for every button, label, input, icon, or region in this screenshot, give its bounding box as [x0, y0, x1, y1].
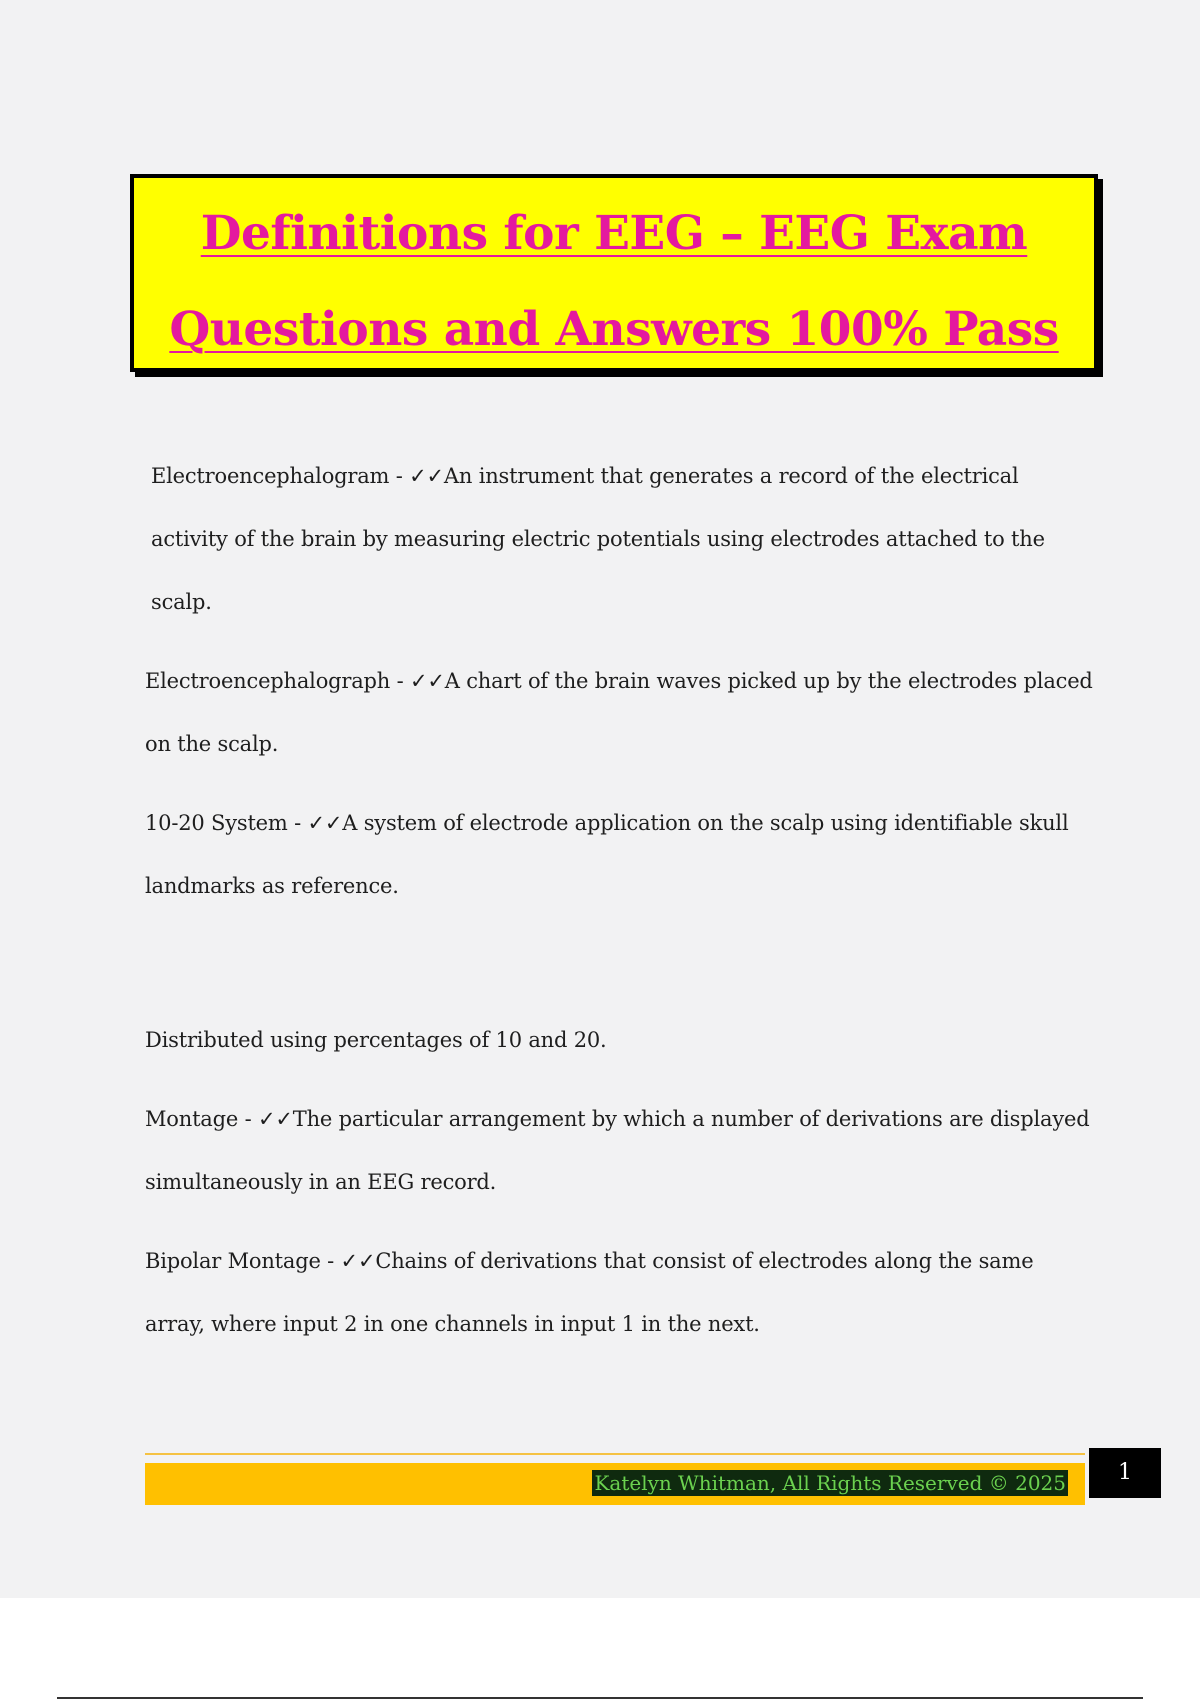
check-icon: ✓✓: [340, 1249, 376, 1273]
definitions-list: [145, 445, 1095, 1372]
note-paragraph: Distributed using percentages of 10 and 20.: [145, 1028, 607, 1052]
definition-entry: [145, 1230, 1095, 1356]
check-icon: ✓✓: [409, 669, 445, 693]
title-line-2: Questions and Answers 100% Pass: [169, 302, 1059, 357]
check-icon: ✓✓: [409, 464, 444, 488]
definition-entry: [145, 445, 1095, 634]
definition-text: A chart of the brain waves picked up by the electrodes placed on the scalp.: [145, 669, 1093, 756]
definition-entry: [145, 792, 1095, 918]
title-box: [130, 174, 1098, 372]
check-icon: ✓✓: [257, 1107, 293, 1131]
definition-term: Bipolar Montage -: [145, 1249, 341, 1273]
definition-text: An instrument that generates a record of the electrical activity of the brain by measuring electric potentials using electrodes attached to the scalp.: [151, 464, 1045, 614]
definition-text: Chains of derivations that consist of electrodes along the same array, where input 2 in one channels in input 1 in the next.: [145, 1249, 1034, 1336]
definition-text: The particular arrangement by which a number of derivations are displayed simultaneously in an EEG record.: [145, 1107, 1090, 1194]
definition-entry: [145, 650, 1095, 776]
definition-entry: [145, 1088, 1095, 1214]
definition-text: A system of electrode application on the scalp using identifiable skull landmarks as reference.: [145, 811, 1069, 898]
spacer: [145, 934, 1095, 1009]
bottom-divider: [57, 1697, 1143, 1699]
check-icon: ✓✓: [307, 811, 343, 835]
definition-term: Montage -: [145, 1107, 258, 1131]
page-number: 1: [1089, 1448, 1161, 1498]
definition-term: Electroencephalograph -: [145, 669, 410, 693]
definition-term: Electroencephalogram -: [151, 464, 409, 488]
footer-rule: [145, 1453, 1085, 1455]
footer-copyright: Katelyn Whitman, All Rights Reserved © 2025: [594, 1471, 1066, 1495]
title-line-1: Definitions for EEG – EEG Exam: [200, 206, 1028, 261]
definition-term: 10-20 System -: [145, 811, 307, 835]
footer-bar: [145, 1463, 1085, 1505]
